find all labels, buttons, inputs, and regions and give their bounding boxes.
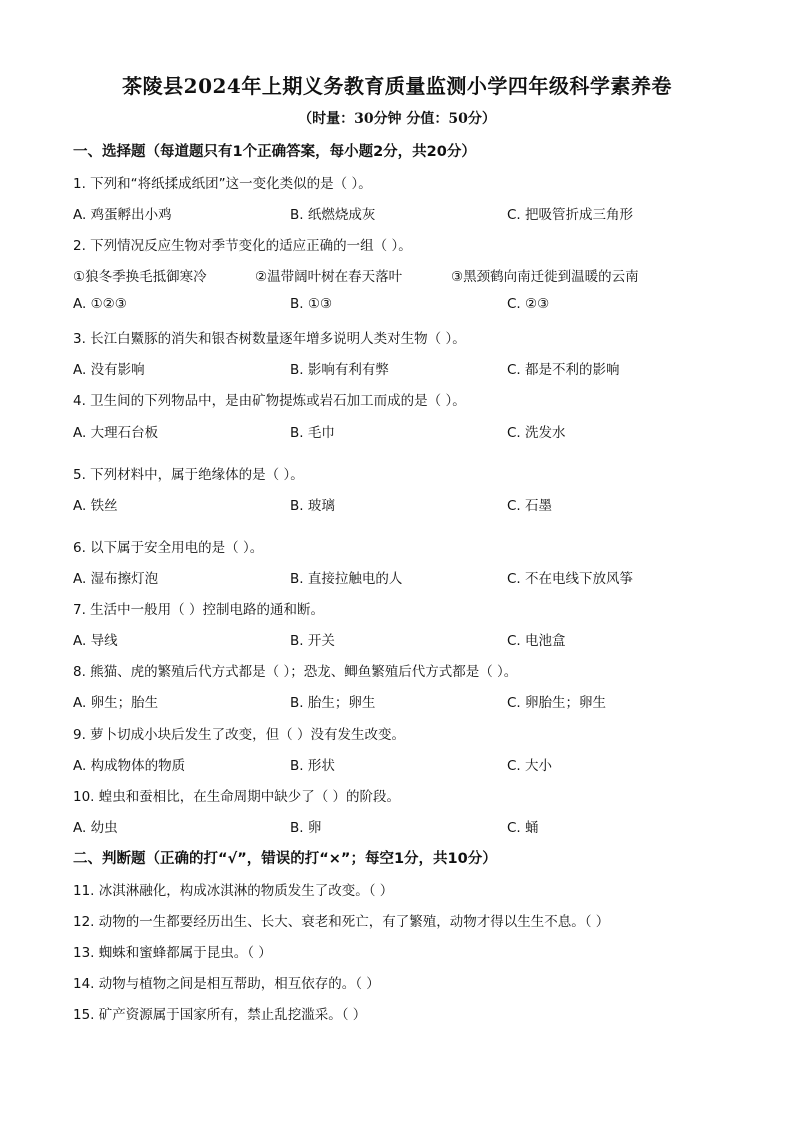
question-14: 14. 动物与植物之间是相互帮助，相互依存的。（ ） bbox=[73, 976, 380, 992]
question-2-statement-2: ②温带阔叶树在春天落叶 bbox=[255, 269, 403, 285]
question-8-option-b: B. 胎生；卵生 bbox=[290, 695, 376, 711]
question-10-option-b: B. 卵 bbox=[290, 820, 322, 836]
exam-subtitle: （时量：30分钟 分值：50分） bbox=[298, 111, 496, 127]
question-3-option-b: B. 影响有利有弊 bbox=[290, 362, 389, 378]
question-9-option-b: B. 形状 bbox=[290, 758, 335, 774]
question-6-option-b: B. 直接拉触电的人 bbox=[290, 571, 403, 587]
question-7-option-c: C. 电池盒 bbox=[507, 633, 566, 649]
question-5-option-b: B. 玻璃 bbox=[290, 498, 335, 514]
question-4-option-c: C. 洗发水 bbox=[507, 425, 566, 441]
question-4-option-a: A. 大理石台板 bbox=[73, 425, 159, 441]
question-5-option-c: C. 石墨 bbox=[507, 498, 553, 514]
question-12: 12. 动物的一生都要经历出生、长大、衰老和死亡，有了繁殖，动物才得以生生不息。（ ） bbox=[73, 914, 610, 930]
question-3-option-a: A. 没有影响 bbox=[73, 362, 145, 378]
question-1-option-b: B. 纸燃烧成灰 bbox=[290, 207, 376, 223]
question-9-option-c: C. 大小 bbox=[507, 758, 553, 774]
question-6-stem: 6. 以下属于安全用电的是（ ）。 bbox=[73, 540, 264, 556]
question-10-stem: 10. 蝗虫和蚕相比，在生命周期中缺少了（ ）的阶段。 bbox=[73, 789, 401, 805]
question-13: 13. 蜘蛛和蜜蜂都属于昆虫。（ ） bbox=[73, 945, 272, 961]
section-heading-judgment: 二、判断题（正确的打“√”，错误的打“×”；每空1分，共10分） bbox=[73, 851, 497, 867]
question-8-option-c: C. 卵胎生；卵生 bbox=[507, 695, 607, 711]
question-6-option-a: A. 湿布擦灯泡 bbox=[73, 571, 159, 587]
question-1-stem: 1. 下列和“将纸揉成纸团”这一变化类似的是（ ）。 bbox=[73, 176, 372, 192]
question-4-stem: 4. 卫生间的下列物品中，是由矿物提炼或岩石加工而成的是（ ）。 bbox=[73, 393, 466, 409]
question-2-option-c: C. ②③ bbox=[507, 296, 550, 312]
question-2-stem: 2. 下列情况反应生物对季节变化的适应正确的一组（ ）。 bbox=[73, 238, 412, 254]
question-2-statement-3: ③黑颈鹤向南迁徙到温暖的云南 bbox=[451, 269, 639, 285]
question-6-option-c: C. 不在电线下放风筝 bbox=[507, 571, 634, 587]
question-2-statement-1: ①狼冬季换毛抵御寒冷 bbox=[73, 269, 207, 285]
question-3-option-c: C. 都是不利的影响 bbox=[507, 362, 620, 378]
section-heading-choice: 一、选择题（每道题只有1个正确答案，每小题2分，共20分） bbox=[73, 144, 476, 160]
exam-title: 茶陵县2024年上期义务教育质量监测小学四年级科学素养卷 bbox=[122, 74, 672, 98]
question-5-option-a: A. 铁丝 bbox=[73, 498, 118, 514]
question-15: 15. 矿产资源属于国家所有，禁止乱挖滥采。（ ） bbox=[73, 1007, 367, 1023]
question-7-stem: 7. 生活中一般用（ ）控制电路的通和断。 bbox=[73, 602, 324, 618]
question-8-option-a: A. 卵生；胎生 bbox=[73, 695, 159, 711]
question-1-option-a: A. 鸡蛋孵出小鸡 bbox=[73, 207, 172, 223]
question-3-stem: 3. 长江白鱀豚的消失和银杏树数量逐年增多说明人类对生物（ ）。 bbox=[73, 331, 466, 347]
question-8-stem: 8. 熊猫、虎的繁殖后代方式都是（ ）；恐龙、鲫鱼繁殖后代方式都是（ ）。 bbox=[73, 664, 518, 680]
question-4-option-b: B. 毛巾 bbox=[290, 425, 335, 441]
question-7-option-a: A. 导线 bbox=[73, 633, 118, 649]
question-1-option-c: C. 把吸管折成三角形 bbox=[507, 207, 634, 223]
question-10-option-a: A. 幼虫 bbox=[73, 820, 118, 836]
question-2-option-b: B. ①③ bbox=[290, 296, 333, 312]
question-11: 11. 冰淇淋融化，构成冰淇淋的物质发生了改变。（ ） bbox=[73, 883, 394, 899]
question-10-option-c: C. 蛹 bbox=[507, 820, 539, 836]
question-9-option-a: A. 构成物体的物质 bbox=[73, 758, 186, 774]
question-9-stem: 9. 萝卜切成小块后发生了改变，但（ ）没有发生改变。 bbox=[73, 727, 405, 743]
question-2-option-a: A. ①②③ bbox=[73, 296, 127, 312]
question-5-stem: 5. 下列材料中，属于绝缘体的是（ ）。 bbox=[73, 467, 304, 483]
question-7-option-b: B. 开关 bbox=[290, 633, 335, 649]
